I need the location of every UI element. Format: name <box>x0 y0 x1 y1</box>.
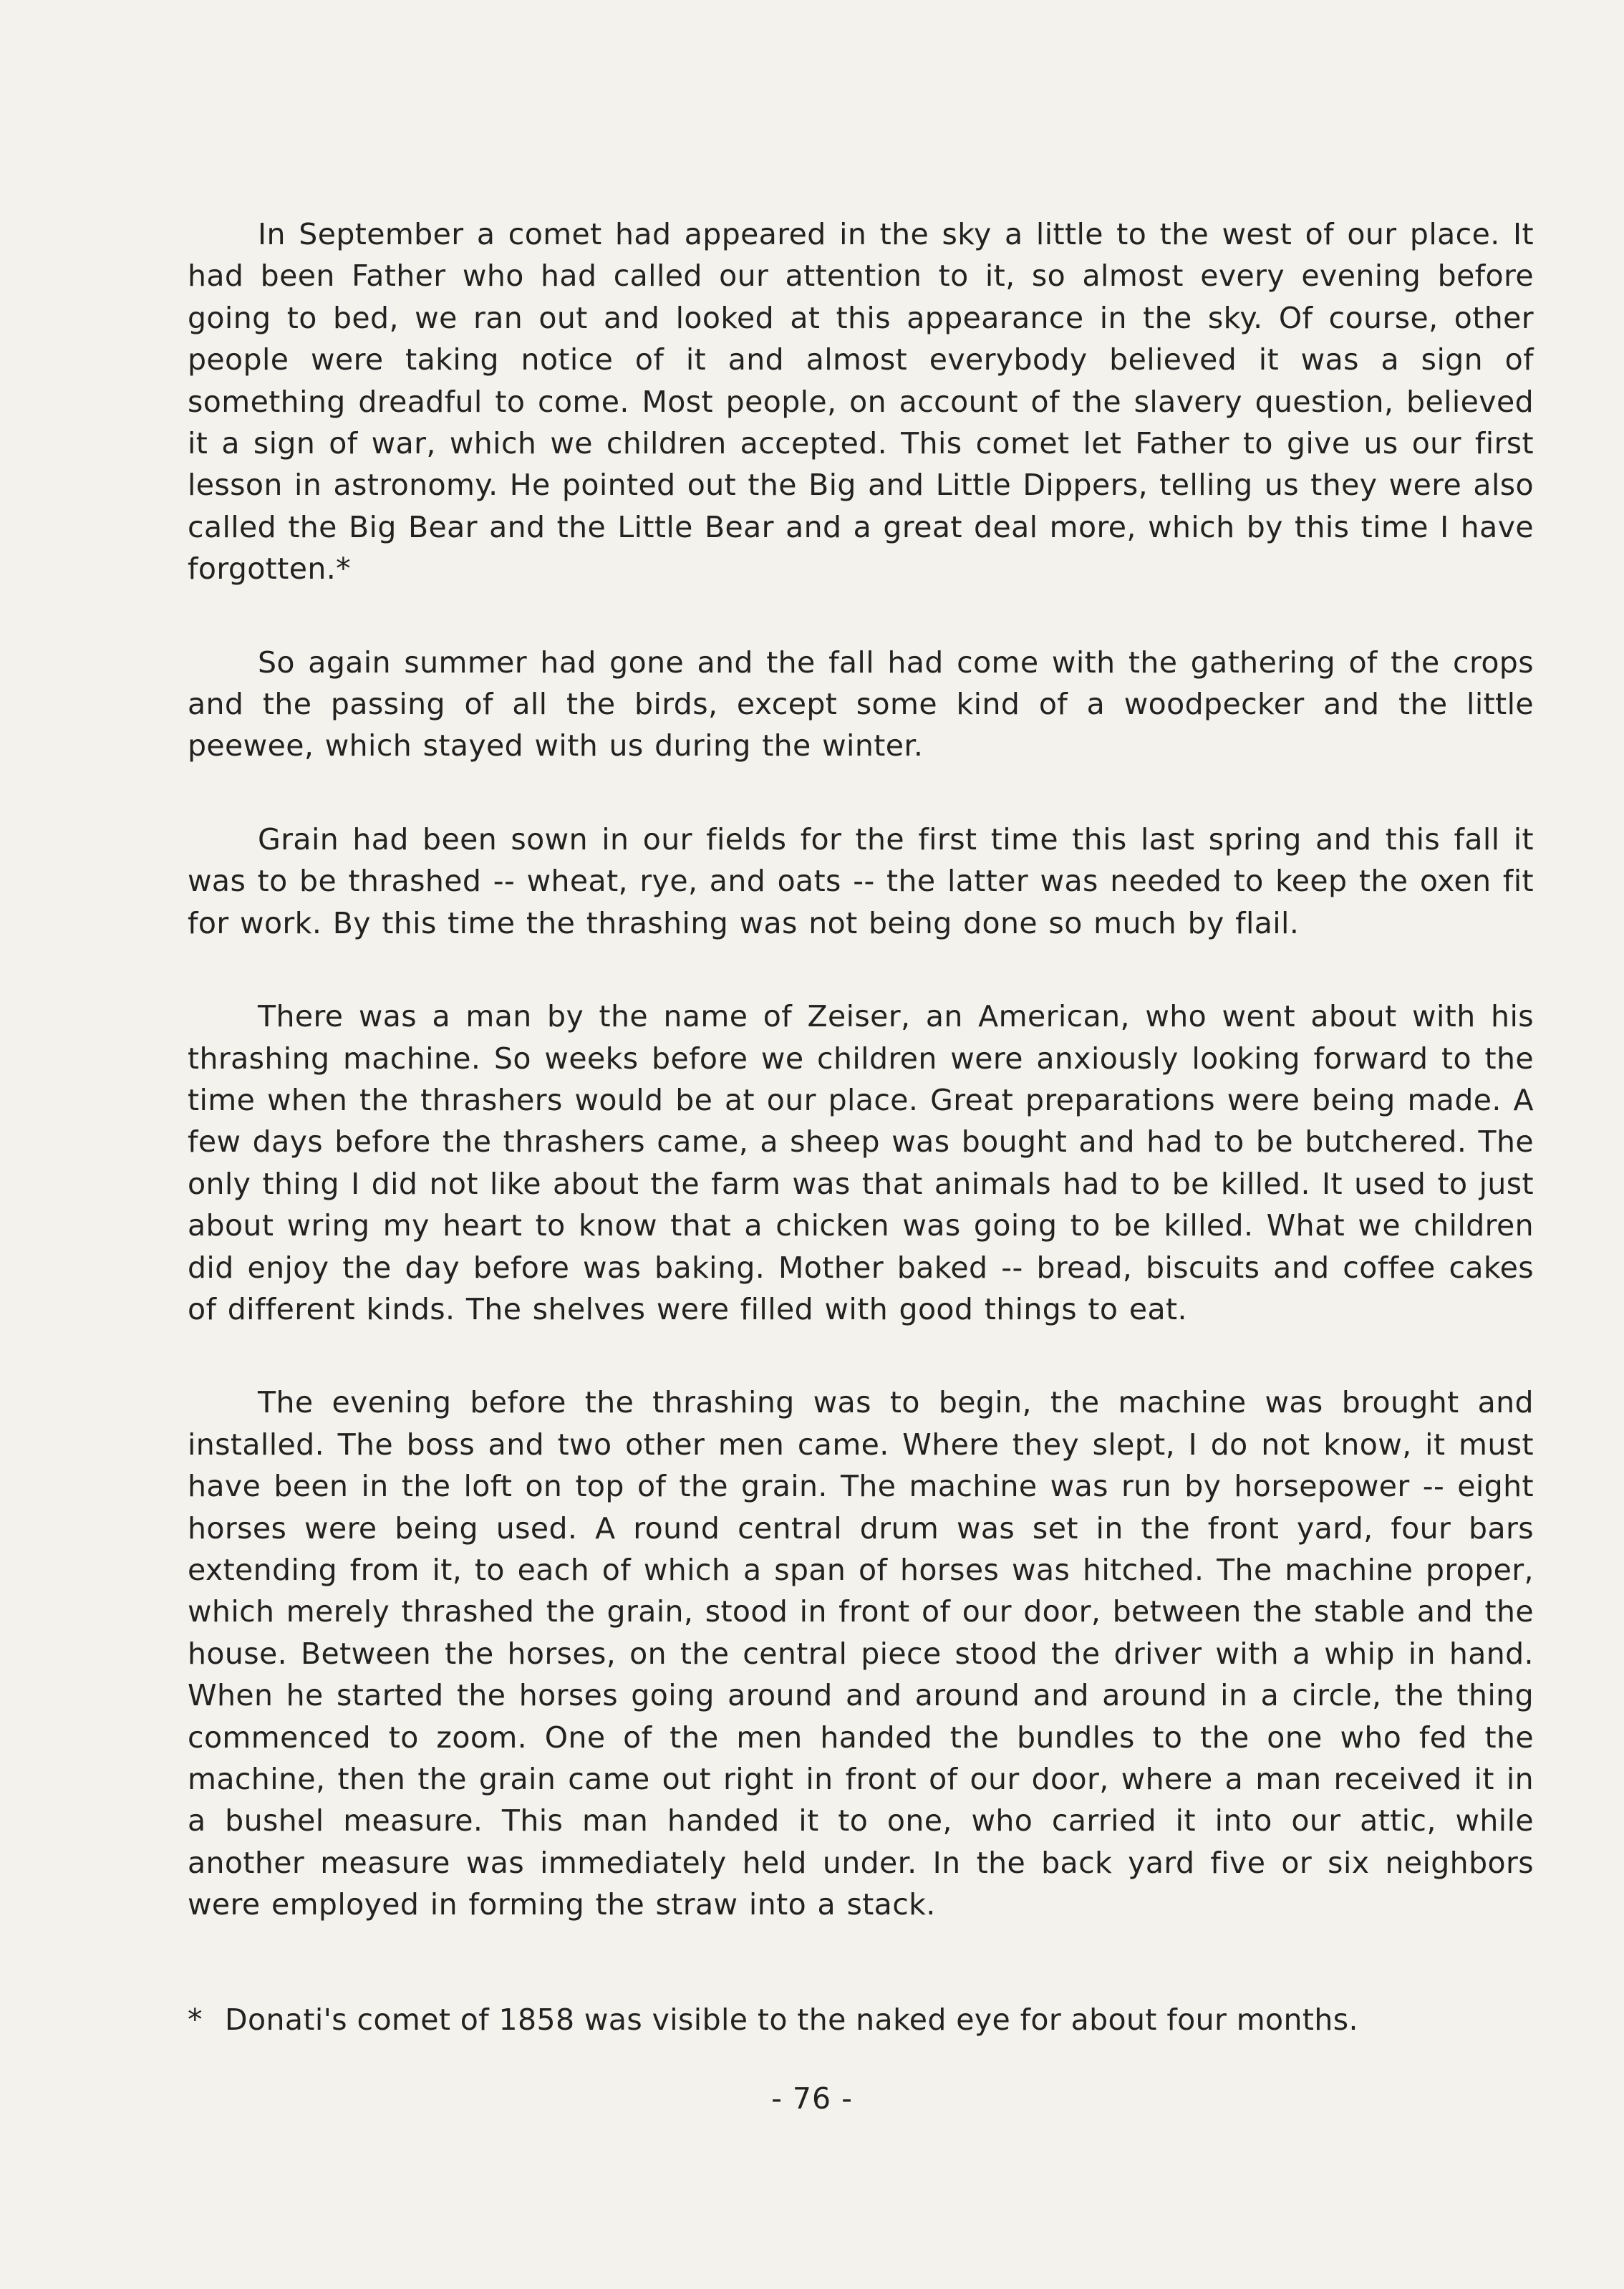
paragraph-zeiser: There was a man by the name of Zeiser, an American, who went about with his thrashing machine. So weeks before we children were anxiously looking forward to the time when the thrashers would be at our place. Great preparations were being made. A few days before the thrashers came, a sheep was bought and had to be butchered. The only thing I did not like about the farm was that animals had to be killed. It used to just about wring my heart to know that a chicken was going to be killed. What we children did enjoy the day before was baking. Mother baked -- bread, biscuits and coffee cakes of different kinds. The shelves were filled with good things to eat. <box>188 999 1534 1326</box>
footnote <box>188 1999 1534 2040</box>
paragraph-grain: Grain had been sown in our fields for the first time this last spring and this fall it was to be thrashed -- wheat, rye, and oats -- the latter was needed to keep the oxen fit for work. By this time the thrashing was not being done so much by flail. <box>188 821 1534 940</box>
footnote-text: Donati's comet of 1858 was visible to the naked eye for about four months. <box>225 2002 1358 2037</box>
paragraph-fall: So again summer had gone and the fall had come with the gathering of the crops and the passing of all the birds, except some kind of a woodpecker and the little peewee, which stayed with us during the winter. <box>188 645 1534 763</box>
footnote-mark: * <box>188 2002 203 2037</box>
paragraph-thrashing-evening: The evening before the thrashing was to begin, the machine was brought and installed. The boss and two other men came. Where they slept, I do not know, it must have been in the loft on top of the grain. The machine was run by horsepower -- eight horses were being used. A round central drum was set in the front yard, four bars extending from it, to each of which a span of horses was hitched. The machine proper, which merely thrashed the grain, stood in front of our door, between the stable and the house. Between the horses, on the central piece stood the driver with a whip in hand. When he started the horses going around and around and around in a circle, the thing commenced to zoom. One of the men handed the bundles to the one who fed the machine, then the grain came out right in front of our door, where a man received it in a bushel measure. This man handed it to one, who carried it into our attic, while another measure was immediately held under. In the back yard five or six neighbors were employed in forming the straw into a stack. <box>188 1385 1534 1922</box>
paragraph-comet: In September a comet had appeared in the sky a little to the west of our place. It had been Father who had called our attention to it, so almost every evening before going to bed, we ran out and looked at this appearance in the sky. Of course, other people were taking notice of it and almost everybody believed it was a sign of something dreadful to come. Most people, on account of the slavery question, believed it a sign of war, which we children accepted. This comet let Father to give us our first lesson in astronomy. He pointed out the Big and Little Dippers, telling us they were also called the Big Bear and the Little Bear and a great deal more, which by this time I have forgotten.* <box>188 217 1534 587</box>
page-number: - 76 - <box>771 2081 853 2116</box>
page-body <box>188 213 1534 2040</box>
